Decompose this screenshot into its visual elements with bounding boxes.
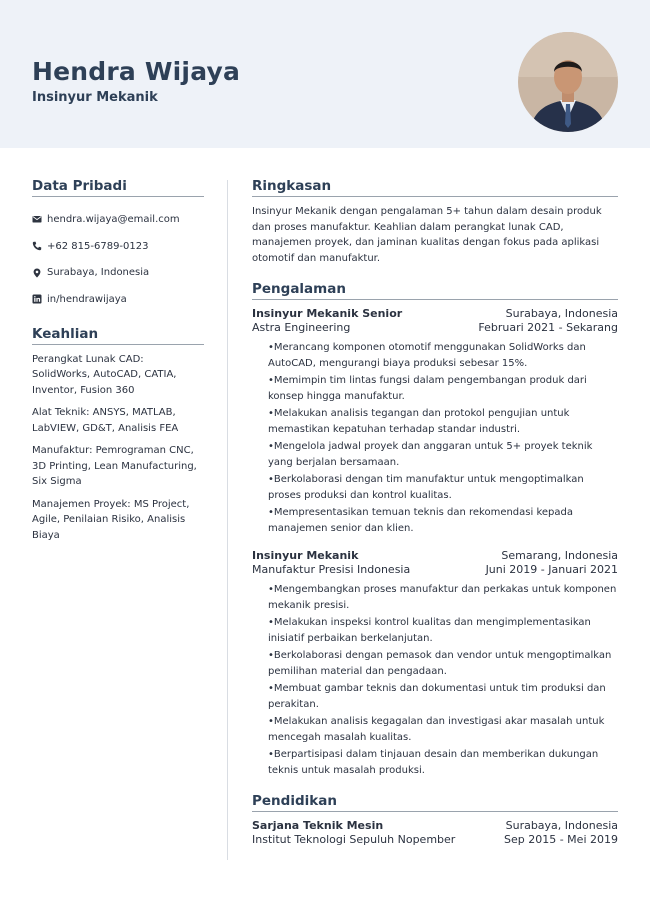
education-degree: Sarjana Teknik Mesin <box>252 819 384 832</box>
bullet-item: • Berkolaborasi dengan tim manufaktur untuk mengoptimalkan proses produksi dan kontrol kualitas. <box>268 472 618 503</box>
bullet-item: • Mempresentasikan temuan teknis dan rekomendasi kepada manajemen senior dan klien. <box>268 505 618 536</box>
education-dates: Sep 2015 - Mei 2019 <box>504 833 618 846</box>
job-title: Insinyur Mekanik Senior <box>252 307 403 320</box>
location-pin-icon <box>32 268 42 278</box>
job-title: Insinyur Mekanik <box>252 549 359 562</box>
summary-text: Insinyur Mekanik dengan pengalaman 5+ tahun dalam desain produk dan proses manufaktur. Keahlian dalam perangkat lunak CAD, manajemen proyek, dan jaminan kualitas dengan fokus pada aplikasi otomotif dan manufaktur. <box>252 206 602 264</box>
education-location: Surabaya, Indonesia <box>505 819 618 832</box>
candidate-role: Insinyur Mekanik <box>32 90 158 105</box>
job-entry <box>252 307 618 536</box>
contact-phone-text: +62 815-6789-0123 <box>47 240 149 252</box>
bullet-item: • Melakukan inspeksi kontrol kualitas dan mengimplementasikan inisiatif perbaikan berkelanjutan. <box>268 615 618 646</box>
experience-section-title: Pengalaman <box>252 281 618 300</box>
job-company: Manufaktur Presisi Indonesia <box>252 563 411 576</box>
bullet-item: • Mengelola jadwal proyek dan anggaran untuk 5+ proyek teknik yang berjalan bersamaan. <box>268 439 618 470</box>
bullet-item: • Berkolaborasi dengan pemasok dan vendor untuk mengoptimalkan pemilihan material dan pengadaan. <box>268 648 618 679</box>
job-location: Surabaya, Indonesia <box>505 307 618 320</box>
bullet-item: • Melakukan analisis tegangan dan protokol pengujian untuk memastikan kepatuhan terhadap standar industri. <box>268 406 618 437</box>
phone-icon <box>32 241 42 251</box>
education-school: Institut Teknologi Sepuluh Nopember <box>252 833 456 846</box>
right-column <box>252 178 618 847</box>
experience-section <box>252 281 618 778</box>
skill-item: Manajemen Proyek: MS Project, Agile, Penilaian Risiko, Analisis Biaya <box>32 498 190 541</box>
bullet-item: • Berpartisipasi dalam tinjauan desain dan memberikan dukungan teknis untuk masalah produksi. <box>268 747 618 778</box>
contact-phone[interactable] <box>32 233 204 260</box>
column-divider <box>227 180 228 860</box>
skills-section-title: Keahlian <box>32 326 204 345</box>
job-company: Astra Engineering <box>252 321 351 334</box>
skills-section <box>32 326 204 544</box>
job-dates: Juni 2019 - Januari 2021 <box>485 563 618 576</box>
skill-item: Perangkat Lunak CAD: SolidWorks, AutoCAD, CATIA, Inventor, Fusion 360 <box>32 353 177 396</box>
bullet-item: • Mengembangkan proses manufaktur dan perkakas untuk komponen mekanik presisi. <box>268 582 618 613</box>
job-bullets <box>268 340 618 536</box>
contact-linkedin[interactable] <box>32 286 204 313</box>
education-section-title: Pendidikan <box>252 793 618 812</box>
contact-list <box>32 206 204 313</box>
personal-section-title: Data Pribadi <box>32 178 204 197</box>
job-entry <box>252 549 618 778</box>
contact-linkedin-text: in/hendrawijaya <box>47 293 127 305</box>
portrait-photo <box>518 32 618 132</box>
skill-item: Manufaktur: Pemrograman CNC, 3D Printing, Lean Manufacturing, Six Sigma <box>32 445 197 488</box>
bullet-item: • Melakukan analisis kegagalan dan investigasi akar masalah untuk mencegah masalah kualitas. <box>268 714 618 745</box>
job-dates: Februari 2021 - Sekarang <box>478 321 618 334</box>
contact-location <box>32 259 204 286</box>
avatar <box>518 32 618 132</box>
candidate-name: Hendra Wijaya <box>32 57 241 86</box>
education-entry <box>252 819 618 847</box>
education-section <box>252 793 618 847</box>
left-column <box>32 178 204 550</box>
skill-item: Alat Teknik: ANSYS, MATLAB, LabVIEW, GD&T, Analisis FEA <box>32 407 179 434</box>
job-location: Semarang, Indonesia <box>501 549 618 562</box>
bullet-item: • Merancang komponen otomotif menggunakan SolidWorks dan AutoCAD, mengurangi biaya produksi sebesar 15%. <box>268 340 618 371</box>
summary-section-title: Ringkasan <box>252 178 618 197</box>
header-band <box>0 0 650 148</box>
bullet-item: • Memimpin tim lintas fungsi dalam pengembangan produk dari konsep hingga manufaktur. <box>268 373 618 404</box>
job-bullets <box>268 582 618 778</box>
mail-icon <box>32 214 42 224</box>
contact-email[interactable] <box>32 206 204 233</box>
linkedin-icon <box>32 294 42 304</box>
bullet-item: • Membuat gambar teknis dan dokumentasi untuk tim produksi dan perakitan. <box>268 681 618 712</box>
contact-location-text: Surabaya, Indonesia <box>47 267 150 279</box>
contact-email-text: hendra.wijaya@email.com <box>47 213 180 225</box>
